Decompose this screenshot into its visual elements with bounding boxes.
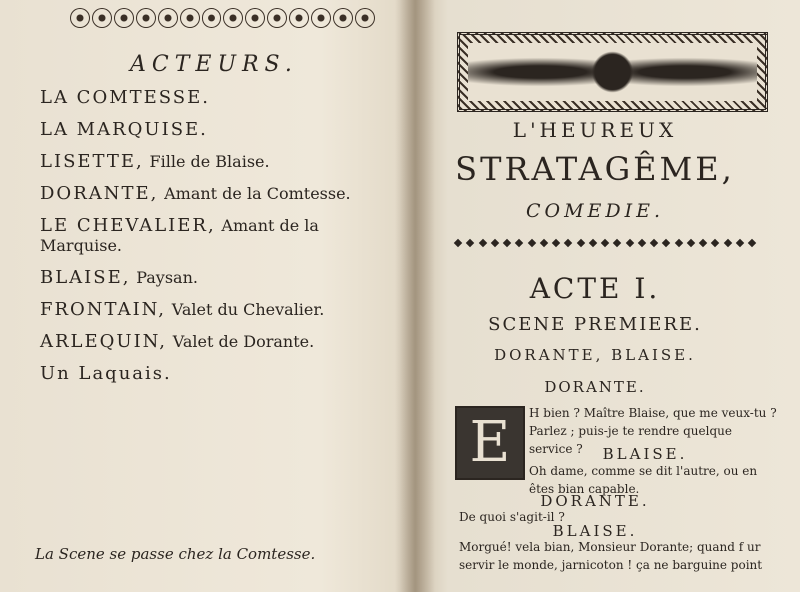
dialogue-line: H bien ? Maître Blaise, que me veux-tu ? Parlez ; puis-je te rendre quelque service ?	[529, 406, 777, 456]
speaker-name: BLAISE.	[602, 445, 688, 463]
speaker-name: BLAISE.	[552, 522, 638, 540]
list-item: ARLEQUIN, Valet de Dorante.	[40, 331, 315, 352]
list-item: FRONTAIN, Valet du Chevalier.	[40, 299, 325, 320]
list-item: LA COMTESSE.	[40, 87, 210, 108]
ornament-border	[70, 8, 375, 30]
diamond-divider	[455, 240, 755, 246]
scene-characters: DORANTE, BLAISE.	[494, 346, 696, 364]
title-line3: COMEDIE.	[525, 200, 665, 222]
list-item: LA MARQUISE.	[40, 119, 208, 140]
speaker-name: DORANTE.	[540, 492, 650, 510]
dialogue-line: Oh dame, comme se dit l'autre, ou en êtes bian capable.	[529, 464, 758, 496]
cast-list	[40, 88, 400, 396]
list-item: Un Laquais.	[40, 363, 172, 384]
right-page	[425, 0, 800, 592]
speaker-name: DORANTE.	[544, 378, 646, 396]
cast-heading: ACTEURS.	[130, 52, 298, 77]
header-ornament	[457, 32, 768, 112]
dialogue-line: Morgué! vela bian, Monsieur Dorante; quand f ur servir le monde, jarnicoton ! ça ne barguine point	[459, 540, 763, 572]
dialogue-line: De quoi s'agit-il ?	[459, 510, 565, 524]
scene-heading: SCENE PREMIERE.	[488, 314, 702, 335]
list-item: BLAISE, Paysan.	[40, 267, 198, 288]
drop-cap: E	[455, 406, 525, 480]
scene-location: La Scene se passe chez la Comtesse.	[35, 545, 316, 563]
title-line2: STRATAGÊME,	[455, 150, 735, 188]
list-item: DORANTE, Amant de la Comtesse.	[40, 183, 351, 204]
list-item: LE CHEVALIER, Amant de la Marquise.	[40, 215, 319, 255]
title-line1: L'HEUREUX	[512, 118, 678, 142]
act-heading: ACTE I.	[529, 272, 661, 305]
list-item: LISETTE, Fille de Blaise.	[40, 151, 270, 172]
